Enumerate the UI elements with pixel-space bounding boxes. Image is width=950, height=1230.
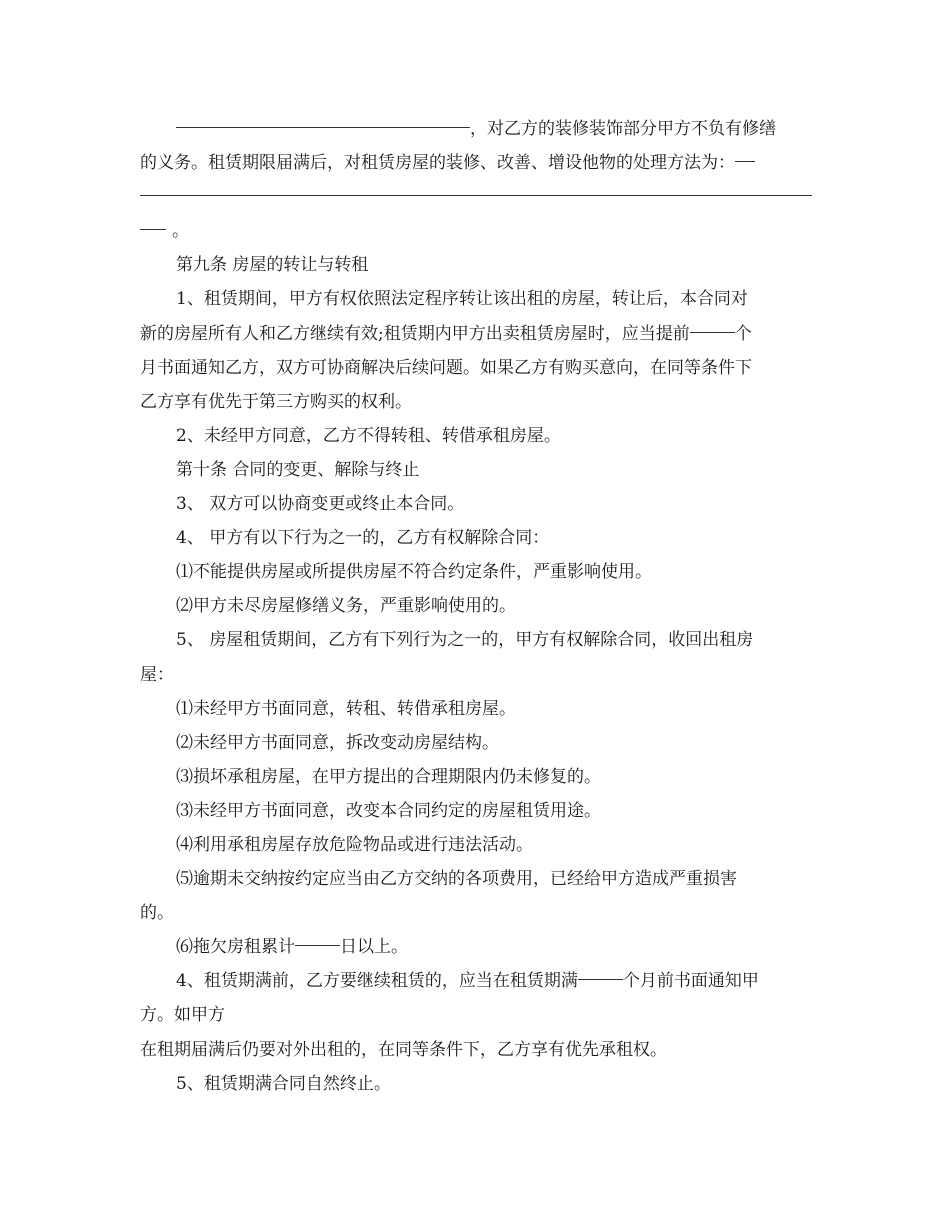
list-item [140,862,812,896]
section-heading [140,248,812,282]
line-text: ⑴不能提供房屋或所提供房屋不符合约定条件，严重影响使用。 [176,562,652,583]
line-text: 日以上。 [340,937,408,958]
fill-in-blank[interactable] [176,126,470,128]
line-text: 的义务。租赁期限届满后，对租赁房屋的装修、改善、增设他物的处理方法为： [140,153,735,174]
paragraph-line [140,214,812,248]
paragraph-line [140,998,812,1032]
paragraph-line [140,896,812,930]
fill-in-blank[interactable] [690,331,735,333]
document-body [140,112,812,1101]
line-text: ⑹拖欠房租累计 [176,937,295,958]
paragraph-line [140,351,812,385]
paragraph-line [140,112,812,146]
paragraph-line [140,623,812,657]
line-text: 方。如甲方 [140,1005,225,1026]
line-text: ⑶未经甲方书面同意，改变本合同约定的房屋租赁用途。 [176,800,601,821]
line-text: 第九条 房屋的转让与转租 [176,255,369,276]
line-text: ⑶损坏承租房屋，在甲方提出的合理期限内仍未修复的。 [176,766,601,787]
fill-in-blank[interactable] [140,194,812,196]
line-text: 5、租赁期满合同自然终止。 [176,1073,391,1094]
list-item [140,692,812,726]
line-text: 3、 双方可以协商变更或终止本合同。 [176,494,465,515]
paragraph-line [140,180,812,214]
paragraph-line [140,1033,812,1067]
line-text: 1、租赁期间，甲方有权依照法定程序转让该出租的房屋，转让后，本合同对 [176,289,748,310]
line-text: 月书面通知乙方，双方可协商解决后续问题。如果乙方有购买意向，在同等条件下 [140,357,752,378]
line-text: 5、 房屋租赁期间，乙方有下列行为之一的，甲方有权解除合同，收回出租房 [176,630,754,651]
line-text: ⑷利用承租房屋存放危险物品或进行违法活动。 [176,834,533,855]
list-item [140,930,812,964]
paragraph-line [140,317,812,351]
fill-in-blank[interactable] [578,978,623,980]
paragraph-line [140,1067,812,1101]
line-text: ⑸逾期未交纳按约定应当由乙方交纳的各项费用，已经给甲方造成严重损害 [176,869,737,890]
paragraph-line [140,385,812,419]
line-text: ⑵未经甲方书面同意，拆改变动房屋结构。 [176,732,499,753]
paragraph-line [140,146,812,180]
paragraph-line [140,419,812,453]
line-text: 在租期届满后仍要对外出租的，在同等条件下，乙方享有优先承租权。 [140,1039,667,1060]
line-text: ⑵甲方未尽房屋修缮义务，严重影响使用的。 [176,596,516,617]
paragraph-line [140,487,812,521]
line-text: 第十条 合同的变更、解除与终止 [176,459,420,480]
line-text: 的。 [140,903,174,924]
line-text: 4、 甲方有以下行为之一的，乙方有权解除合同： [176,528,550,549]
line-text: 个月前书面通知甲 [622,971,759,992]
paragraph-line [140,282,812,316]
list-item [140,589,812,623]
line-text: 新的房屋所有人和乙方继续有效;租赁期内甲方出卖租赁房屋时，应当提前 [140,323,690,344]
list-item [140,828,812,862]
list-item [140,726,812,760]
fill-in-blank[interactable] [735,160,755,162]
fill-in-blank[interactable] [140,228,166,230]
paragraph-line [140,964,812,998]
line-text: ，对乙方的装修装饰部分甲方不负有修缮 [470,119,776,139]
line-text: 2、未经甲方同意，乙方不得转租、转借承租房屋。 [176,425,561,446]
line-text: 屋： [140,664,174,685]
paragraph-line [140,658,812,692]
line-text: ⑴未经甲方书面同意，转租、转借承租房屋。 [176,698,516,719]
fill-in-blank[interactable] [295,944,340,946]
list-item [140,760,812,794]
line-text: 。 [172,221,189,242]
line-text: 4、租赁期满前，乙方要继续租赁的，应当在租赁期满 [176,971,578,992]
list-item [140,555,812,589]
line-text: 个 [734,323,752,344]
section-heading [140,453,812,487]
paragraph-line [140,521,812,555]
line-text: 乙方享有优先于第三方购买的权利。 [140,391,412,412]
list-item [140,794,812,828]
